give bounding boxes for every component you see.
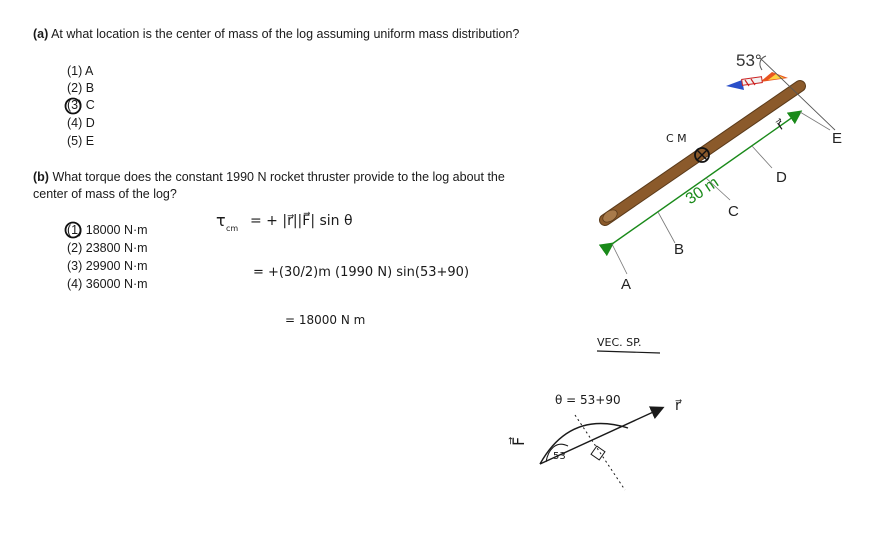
option-a-1: (1) A	[67, 64, 94, 78]
hand-tau-sub: cm	[226, 224, 239, 233]
option-a-3: (3) C	[67, 98, 95, 112]
option-a-4: (4) D	[67, 116, 95, 130]
question-b-text-1: What torque does the constant 1990 N rocket thruster provide to the log about the	[52, 170, 505, 184]
tick-A	[612, 244, 627, 274]
point-E: E	[832, 130, 843, 147]
hand-angle-small: 53	[553, 451, 566, 462]
vec-underline	[597, 351, 660, 353]
circle-answer-b	[66, 223, 81, 238]
hand-line3: = 18000 N m	[285, 313, 366, 327]
length-label: 30 m	[682, 174, 722, 209]
option-a-5: (5) E	[67, 134, 95, 148]
hand-cm-label: C M	[666, 132, 687, 145]
question-b-label: (b)	[33, 170, 49, 184]
right-angle-box	[591, 446, 605, 460]
hand-log-r: r⃗	[773, 117, 788, 134]
point-A: A	[621, 276, 632, 293]
option-b-1: (1) 18000 N·m	[67, 223, 148, 237]
option-b-3: (3) 29900 N·m	[67, 259, 148, 273]
angle-label: 53°	[736, 51, 762, 70]
question-a-label: (a)	[33, 27, 49, 41]
point-D: D	[776, 169, 787, 186]
option-a-2: (2) B	[67, 81, 95, 95]
question-a-text: At what location is the center of mass of the log assuming uniform mass distribution?	[51, 27, 520, 41]
hand-vec-label: VEC. SP.	[597, 336, 642, 349]
option-b-4: (4) 36000 N·m	[67, 277, 148, 291]
reference-line	[760, 58, 835, 130]
hand-theta: θ = 53+90	[555, 393, 621, 407]
hand-tau: τ	[216, 211, 226, 230]
hand-line1: = + |r⃗||F⃗| sin θ	[250, 213, 353, 229]
hand-F-vec: F⃗	[509, 436, 528, 446]
tick-B	[658, 212, 675, 243]
tick-D	[752, 146, 772, 168]
point-C: C	[728, 203, 739, 220]
question-b-text-2: center of mass of the log?	[33, 187, 177, 201]
hand-r-vec: r⃗	[675, 398, 681, 414]
hand-line2: = +(30/2)m (1990 N) sin(53+90)	[253, 265, 470, 280]
rocket-nozzle	[726, 80, 744, 90]
option-b-2: (2) 23800 N·m	[67, 241, 148, 255]
circle-answer-a	[66, 99, 81, 114]
point-B: B	[674, 241, 685, 258]
